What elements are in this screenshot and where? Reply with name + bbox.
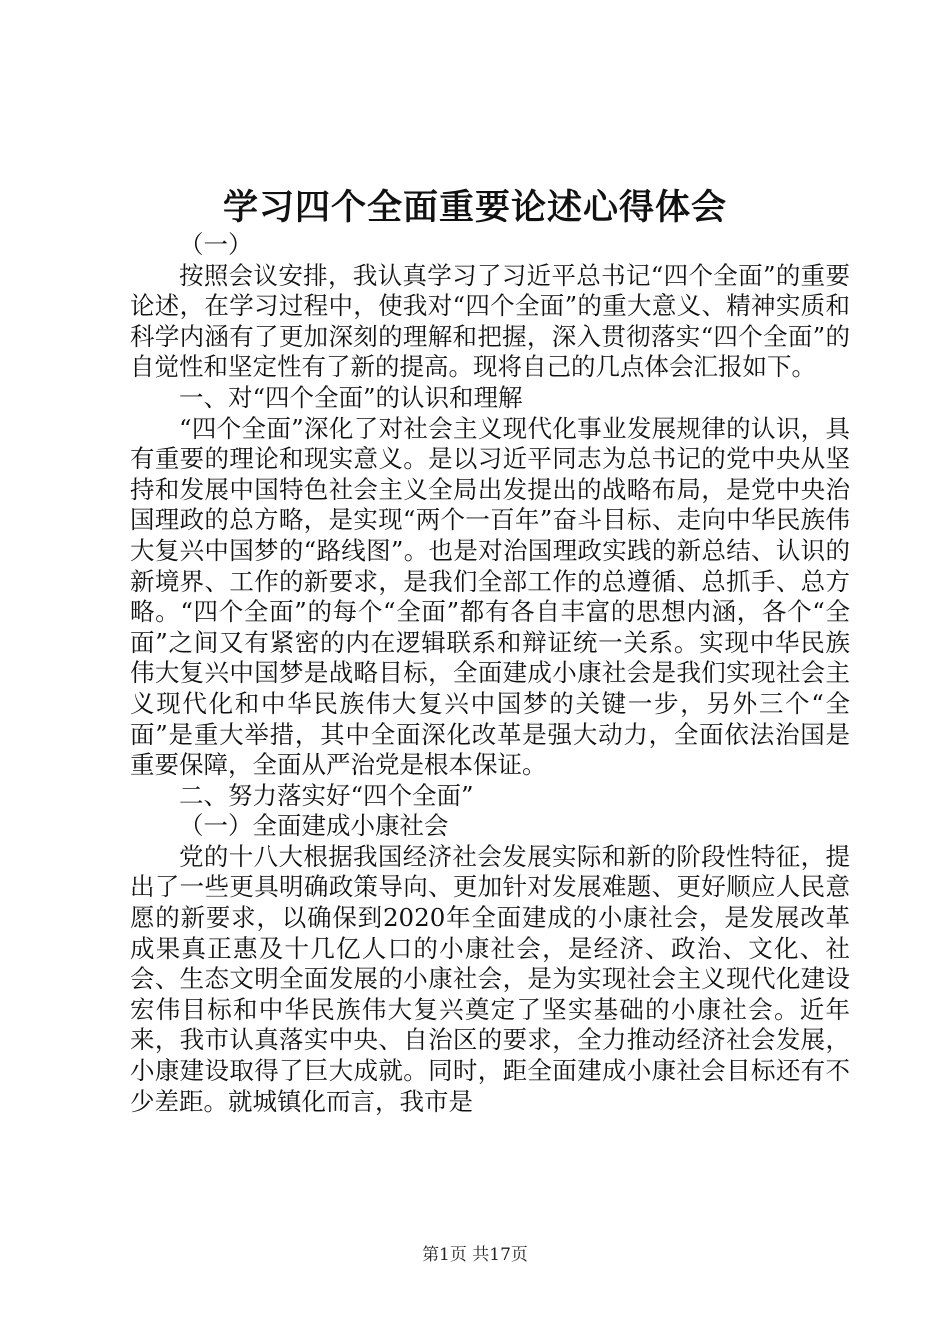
intro-paragraph: 按照会议安排，我认真学习了习近平总书记“四个全面”的重要论述，在学习过程中，使我对“四个全面”的重大意义、精神实质和科学内涵有了更加深刻的理解和把握，深入贯彻落实“四个全面”的自觉性和坚定性有了新的提高。现将自己的几点体会汇报如下。 xyxy=(130,260,850,382)
section-heading-two: 二、努力落实好“四个全面” xyxy=(179,780,474,810)
subsection-one-paragraph: 党的十八大根据我国经济社会发展实际和新的阶段性特征，提出了一些更具明确政策导向、更加针对发展难题、更好顺应人民意愿的新要求，以确保到2020年全面建成的小康社会，是发展改革成果真正惠及十几亿人口的小康社会，是经济、政治、文化、社会、生态文明全面发展的小康社会，是为实现社会主义现代化建设宏伟目标和中华民族伟大复兴奠定了坚实基础的小康社会。近年来，我市认真落实中央、自治区的要求，全力推动经济社会发展，小康建设取得了巨大成就。同时，距全面建成小康社会目标还有不少差距。就城镇化而言，我市是 xyxy=(130,841,850,1116)
document-title: 学习四个全面重要论述心得体会 xyxy=(222,187,727,228)
section-heading-one: 一、对“四个全面”的认识和理解 xyxy=(179,382,523,412)
page-footer: 第1页 共17页 xyxy=(422,1245,528,1265)
section-one-paragraph: “四个全面”深化了对社会主义现代化事业发展规律的认识，具有重要的理论和现实意义。是以习近平同志为总书记的党中央从坚持和发展中国特色社会主义全局出发提出的战略布局，是党中央治国理政的总方略，是实现“两个一百年”奋斗目标、走向中华民族伟大复兴中国梦的“路线图”。也是对治国理政实践的新总结、认识的新境界、工作的新要求，是我们全部工作的总遵循、总抓手、总方略。“四个全面”的每个“全面”都有各自丰富的思想内涵，各个“全面”之间又有紧密的内在逻辑联系和辩证统一关系。实现中华民族伟大复兴中国梦是战略目标，全面建成小康社会是我们实现社会主义现代化和中华民族伟大复兴中国梦的关键一步，另外三个“全面”是重大举措，其中全面深化改革是强大动力，全面依法治国是重要保障，全面从严治党是根本保证。 xyxy=(130,413,850,780)
document-body xyxy=(130,230,850,1117)
subsection-heading-one: （一）全面建成小康社会 xyxy=(179,811,449,841)
section-number: （一） xyxy=(179,230,253,259)
